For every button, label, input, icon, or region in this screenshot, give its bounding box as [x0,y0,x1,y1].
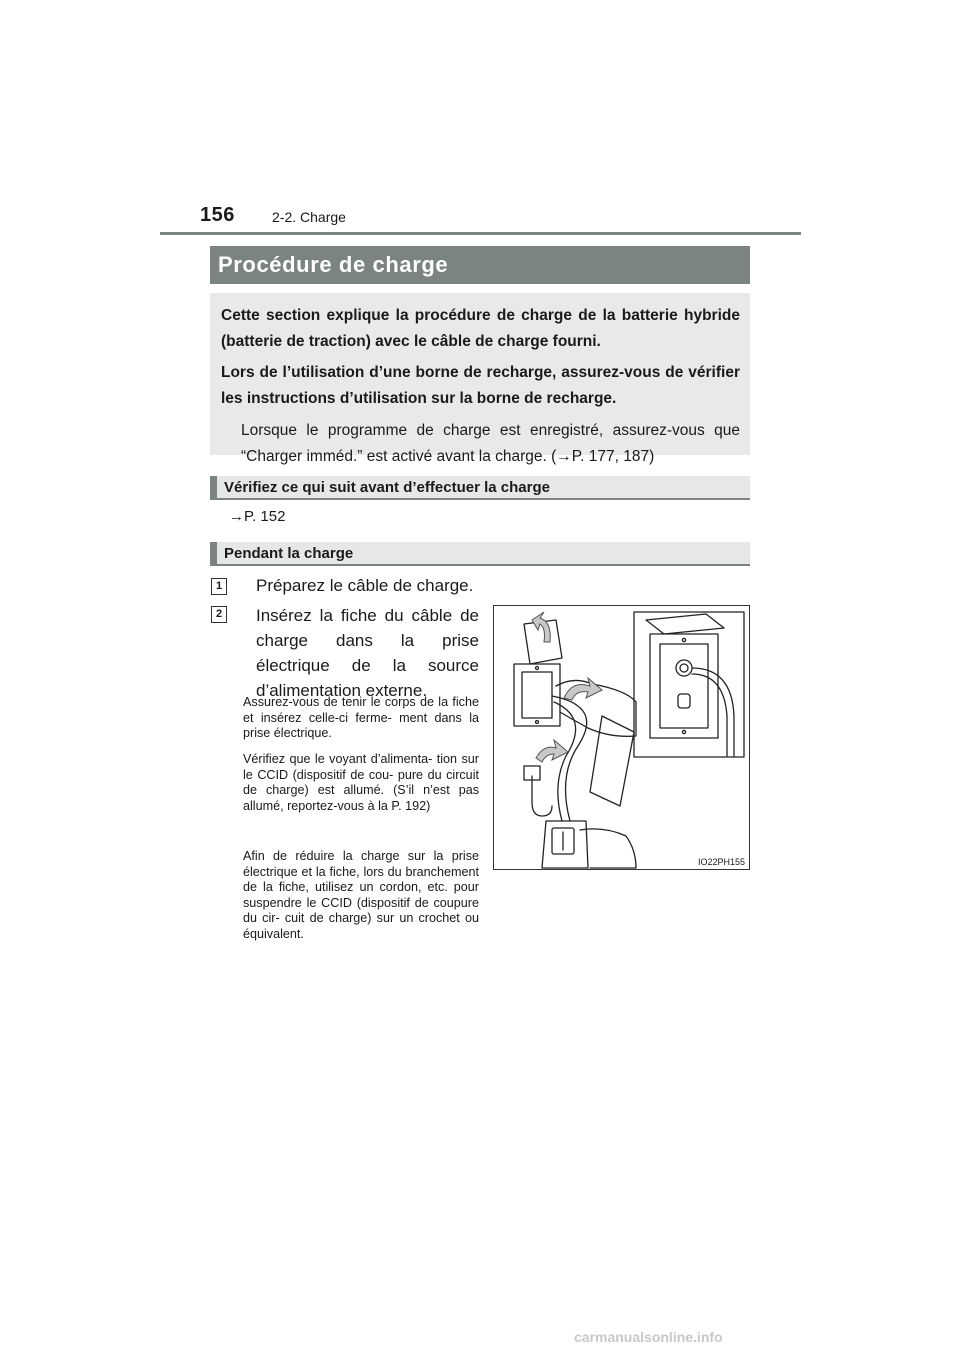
page-title: Procédure de charge [210,246,750,284]
charging-illustration [493,605,750,870]
intro-paragraph-3: Lorsque le programme de charge est enregistré, assurez-vous que “Charger imméd.” est activé avant la charge. (→P. 177, 187) [241,422,740,465]
step-1-text: Préparez le câble de charge. [256,576,474,595]
page-number: 156 [200,204,235,226]
illustration-svg [494,606,750,870]
check-heading: Vérifiez ce qui suit avant d’effectuer la charge [210,476,750,500]
step-2-text [231,603,479,703]
header-rule [160,232,801,235]
step-2-badge: 2 [211,606,227,623]
step-2-body: Insérez la fiche du câble de charge dans la prise électrique de la source d’alimentation externe. [256,606,479,700]
intro-paragraph-2: Lors de l’utilisation d’une borne de recharge, assurez-vous de vérifier les instructions d’utilisation sur la borne de recharge. [221,364,740,407]
intro-box [210,293,750,465]
check-reference: →P. 152 [229,508,286,525]
hang-ccid-arrow [536,740,568,762]
inset-plug [676,660,692,676]
intro-paragraph-1: Cette section explique la procédure de charge de la batterie hybride (batterie de traction) avec le câble de charge fourni. [221,307,740,350]
note-3: Afin de réduire la charge sur la prise électrique et la fiche, lors du branchement de la fiche, utilisez un cordon, etc. pour suspendre le CCID (dispositif de coupure du cir- cuit de charge) sur un crochet ou équivalent. [243,849,479,941]
outlet-box [514,664,560,726]
open-cover-arrow [532,612,550,642]
figure-id: IO22PH155 [697,857,745,867]
hook [532,776,552,816]
watermark: carmanualsonline.info [574,1329,723,1345]
charging-heading: Pendant la charge [210,542,750,566]
hang-tag [590,716,634,806]
section-label: 2-2. Charge [272,209,346,225]
step-1-badge: 1 [211,578,227,595]
cable [552,696,587,821]
note-1: Assurez-vous de tenir le corps de la fiche et insérez celle-ci ferme- ment dans la prise électrique. [243,695,479,740]
note-2: Vérifiez que le voyant d’alimenta- tion sur le CCID (dispositif de cou- pure du circuit de charge) est allumé. (S’il n’est pas allumé, reportez-vous à la P. 192) [243,752,479,813]
